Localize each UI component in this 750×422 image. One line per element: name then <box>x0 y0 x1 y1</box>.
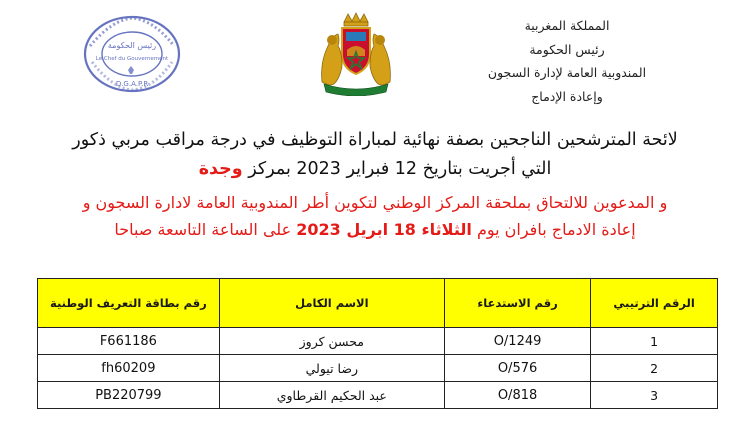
stamp-seal-icon <box>82 14 182 94</box>
header-line-delegation: المندوبية العامة لإدارة السجون <box>487 65 647 80</box>
cell-rank: 1 <box>591 328 718 355</box>
title-line-2-text: التي أجريت بتاريخ 12 فبراير 2023 بمركز <box>248 159 552 179</box>
cell-rank: 3 <box>591 382 718 409</box>
stamp-star-icon <box>128 66 134 74</box>
cell-full-name: محسن كروز <box>219 328 444 355</box>
cell-registration: O/818 <box>444 382 590 409</box>
header-line-reintegration: وإعادة الإدماج <box>531 88 603 104</box>
cell-national-id: fh60209 <box>38 355 220 382</box>
candidates-table <box>37 278 718 409</box>
official-stamp <box>82 14 182 94</box>
header-line-kingdom: المملكة المغربية <box>524 18 610 33</box>
cell-registration: O/1249 <box>444 328 590 355</box>
stamp-french-text: Le Chef du Gouvernement <box>95 56 169 62</box>
title-city: وجدة <box>198 159 243 179</box>
cell-full-name: رضا تيولي <box>219 355 444 382</box>
header-rank: الرقم الترتيبي <box>591 279 718 328</box>
table-row <box>38 382 718 409</box>
header-line-head-of-government: رئيس الحكومة <box>529 41 605 57</box>
table-header-row <box>38 279 718 328</box>
table-row <box>38 355 718 382</box>
title-line-1: لائحة المترشحين الناجحين بصفة نهائية لمباراة التوظيف في درجة مراقب مربي ذكور <box>72 130 678 150</box>
header-full-name: الاسم الكامل <box>219 279 444 328</box>
cell-rank: 2 <box>591 355 718 382</box>
title-line-4-prefix: إعادة الادماج بافران يوم <box>476 220 636 239</box>
title-line-4-date: الثلاثاء 18 ابريل 2023 <box>296 220 472 239</box>
stamp-acronym-text: D.G.A.P.R <box>115 80 149 88</box>
header-registration: رقم الاستدعاء <box>444 279 590 328</box>
header-national-id: رقم بطاقة التعريف الوطنية <box>38 279 220 328</box>
cell-registration: O/576 <box>444 355 590 382</box>
title-line-3: و المدعوين للالتحاق بملحقة المركز الوطني لتكوين أطر المندوبية العامة لادارة السجون و <box>82 193 668 212</box>
cell-full-name: عبد الحكيم القرطاوي <box>219 382 444 409</box>
stamp-arabic-text: رئيس الحكومة <box>107 41 157 50</box>
cell-national-id: PB220799 <box>38 382 220 409</box>
institution-header <box>472 14 662 108</box>
royal-coat-of-arms-icon <box>316 12 396 96</box>
title-line-4-suffix: على الساعة التاسعة صباحا <box>114 220 292 239</box>
title-line-2 <box>0 159 750 179</box>
title-line-4 <box>0 220 750 239</box>
table-row <box>38 328 718 355</box>
cell-national-id: F661186 <box>38 328 220 355</box>
